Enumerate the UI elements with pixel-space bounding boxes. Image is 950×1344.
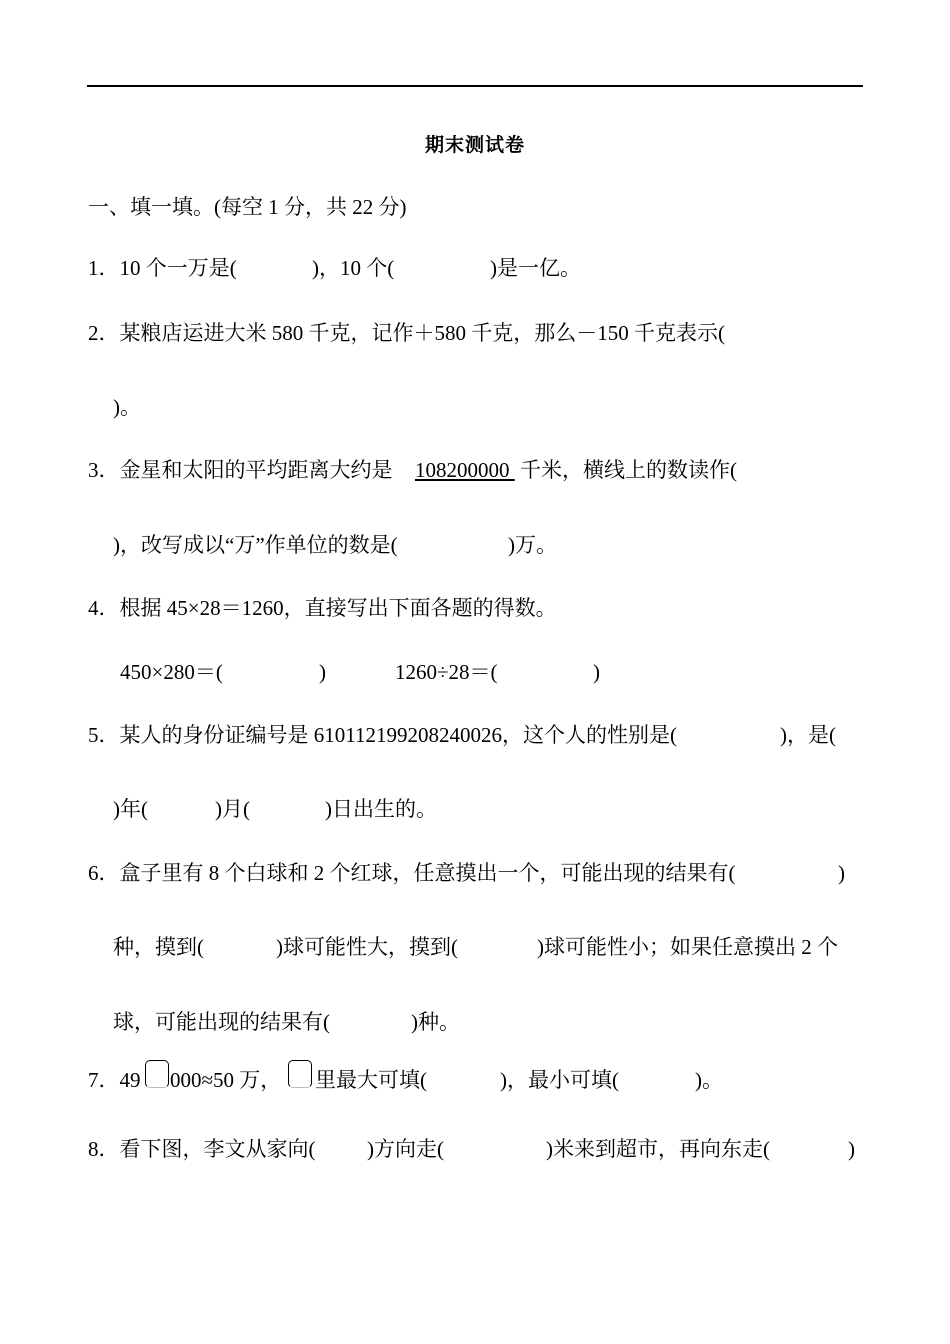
question-line-1: 2．某粮店运进大米 580 千克，记作＋580 千克，那么－150 千克表示(: [88, 321, 725, 345]
question-text-segment: 千米，横线上的数读作(: [520, 458, 737, 482]
question-line-4: )，改写成以“万”作单位的数是(: [113, 533, 398, 557]
question-line-3: 3．金星和太阳的平均距离大约是: [88, 458, 398, 482]
question-text-segment: )，是(: [780, 723, 836, 747]
question-line-6: 450×280＝(: [120, 660, 223, 684]
question-line-2: )。: [113, 395, 141, 419]
question-text-segment: )，最小可填(: [500, 1068, 619, 1092]
question-text-segment: )日出生的。: [325, 797, 437, 821]
question-line-8: )年(: [113, 797, 148, 821]
question-text-segment: ): [593, 660, 600, 684]
page-title: 期末测试卷: [424, 135, 525, 156]
question-line-9: 6．盒子里有 8 个白球和 2 个红球，任意摸出一个，可能出现的结果有(: [88, 861, 736, 885]
question-text-segment: )万。: [508, 533, 557, 557]
question-text-segment: 里最大可填(: [315, 1068, 427, 1092]
question-line-12: 7．49: [88, 1068, 141, 1092]
question-line-7: 5．某人的身份证编号是 610112199208240026，这个人的性别是(: [88, 723, 677, 747]
question-line-0: 1．10 个一万是(: [88, 256, 237, 280]
question-text-segment: )米来到超市，再向东走(: [546, 1137, 770, 1161]
question-line-10: 种，摸到(: [113, 935, 204, 959]
blank-box: [145, 1060, 169, 1088]
question-text-segment: )是一亿。: [490, 256, 581, 280]
question-text-segment: )球可能性小；如果任意摸出 2 个: [537, 935, 838, 959]
question-text-segment: 000≈50 万，: [170, 1068, 282, 1092]
question-line-11: 球，可能出现的结果有(: [113, 1010, 330, 1034]
question-text-segment: ): [848, 1137, 855, 1161]
blank-box: [288, 1060, 312, 1088]
question-text-segment: 108200000: [415, 458, 515, 482]
question-text-segment: 1260÷28＝(: [395, 660, 498, 684]
question-text-segment: )。: [695, 1068, 723, 1092]
question-text-segment: ): [838, 861, 845, 885]
section-heading: 一、填一填。(每空 1 分，共 22 分): [88, 195, 407, 219]
question-line-13: 8．看下图，李文从家向(: [88, 1137, 316, 1161]
question-text-segment: )球可能性大，摸到(: [276, 935, 458, 959]
header-rule: [87, 85, 863, 87]
question-text-segment: ): [319, 660, 326, 684]
question-text-segment: )种。: [411, 1010, 460, 1034]
question-line-5: 4．根据 45×28＝1260，直接写出下面各题的得数。: [88, 596, 557, 620]
question-text-segment: )方向走(: [367, 1137, 444, 1161]
question-text-segment: )，10 个(: [312, 256, 395, 280]
question-text-segment: )月(: [215, 797, 250, 821]
